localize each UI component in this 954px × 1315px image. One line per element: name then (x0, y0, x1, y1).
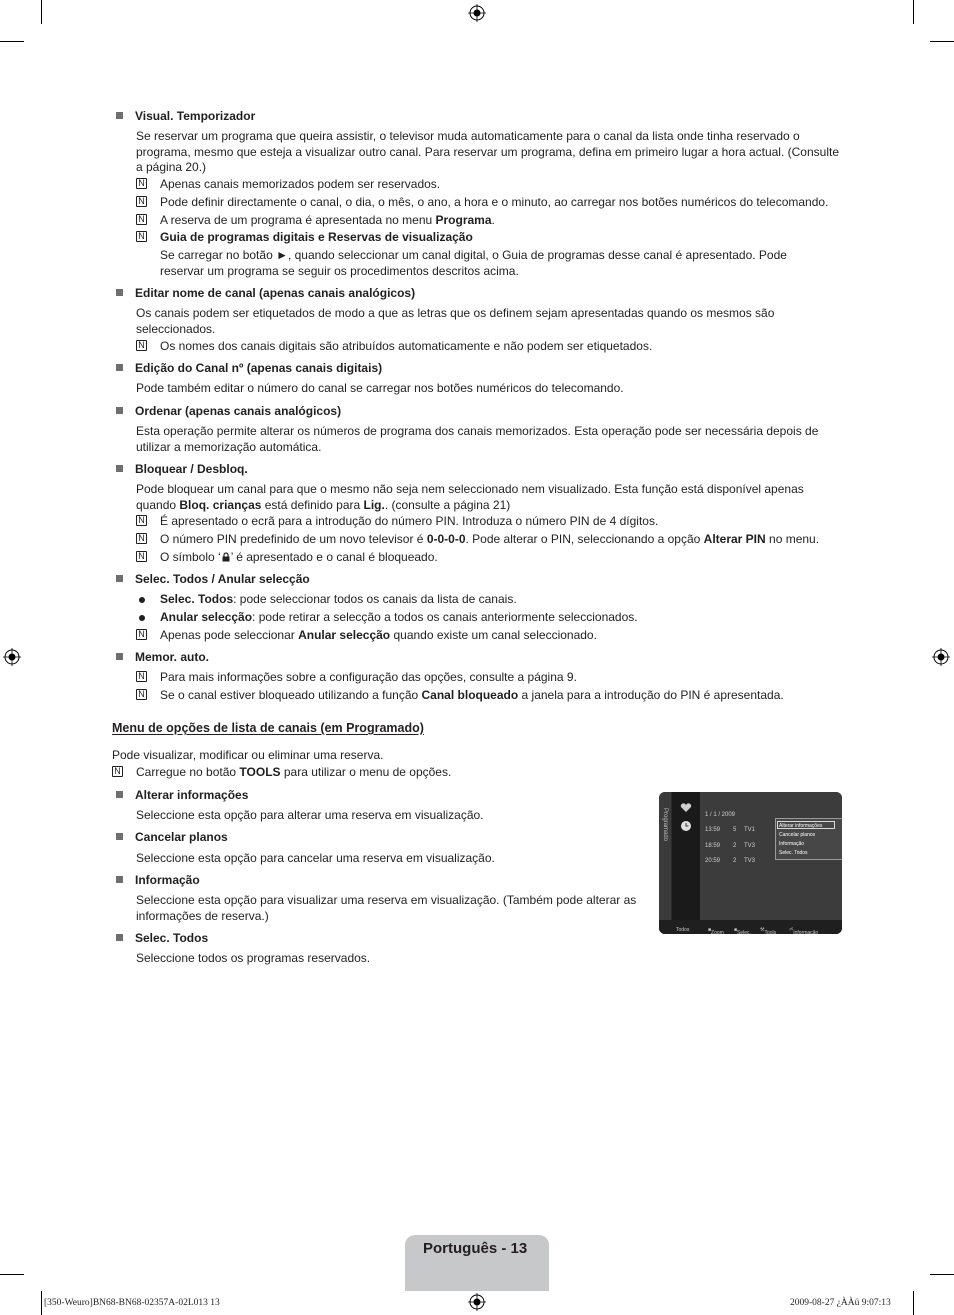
section-heading: Edição do Canal nº (apenas canais digitais) (116, 361, 382, 377)
section-paragraph: Os canais podem ser etiquetados de modo a que as letras que os definem sejam apresentadas quando os mesmos são seleccionados. (136, 306, 775, 336)
square-bullet-icon (116, 653, 123, 660)
note-icon: N (136, 214, 147, 225)
square-bullet-icon (116, 407, 123, 414)
crop-mark (0, 41, 24, 42)
menu-intro: Pode visualizar, modificar ou eliminar uma reserva. (112, 748, 384, 762)
section-paragraph: Se reservar um programa que queira assistir, o televisor muda automaticamente para o canal da lista onde tinha reservado o programa, mesmo que esteja a visualizar outro canal. Para reservar um programa, defina em primeiro lugar a hora actual. (Consulte a página 20.) (136, 129, 839, 174)
section-paragraph: Pode também editar o número do canal se carregar nos botões numéricos do telecomando. (136, 381, 624, 395)
note-icon: N (136, 689, 147, 700)
page-number-tab: Português - 13 (405, 1235, 549, 1291)
square-bullet-icon (116, 112, 123, 119)
section-heading: Memor. auto. (116, 650, 209, 666)
section-paragraph: Pode bloquear um canal para que o mesmo não seja nem seleccionado nem visualizado. Esta função está disponível apenas quando Bloq. crianças está definido para Lig.. (consulte a página 21) (136, 482, 804, 512)
popup-item-select-all[interactable]: Selec. Todos (779, 850, 808, 856)
note-icon: N (136, 629, 147, 640)
tv-icon-column (672, 792, 700, 920)
tv-bottom-bar: Todos ■ Zoom ■ Selec. ⚒ Tools ⏎ Informação (659, 920, 842, 934)
section-paragraph: Esta operação permite alterar os números de programa dos canais memorizados. Esta operação pode ser necessária depois de utilizar a memorização automática. (136, 424, 819, 454)
registration-mark-icon (3, 648, 21, 666)
menu-item-heading: Alterar informações (116, 788, 248, 804)
tv-date: 1 / 1 / 2009 (705, 812, 736, 818)
square-bullet-icon (116, 876, 123, 883)
note-icon: N (136, 533, 147, 544)
crop-mark (930, 41, 954, 42)
registration-mark-icon (468, 1293, 486, 1311)
square-bullet-icon (116, 575, 123, 582)
square-bullet-icon (116, 465, 123, 472)
crop-mark (41, 0, 42, 24)
popup-selection-highlight (777, 821, 835, 829)
square-bullet-icon (116, 289, 123, 296)
note-icon: N (136, 551, 147, 562)
menu-item-paragraph: Seleccione esta opção para visualizar uma reserva em visualização. (Também pode alterar as informações de reserva.) (136, 893, 637, 923)
note-icon: N (136, 671, 147, 682)
tv-side-panel: Programado (659, 792, 671, 920)
bullet-dot-icon (139, 597, 145, 603)
tv-schedule-row[interactable]: 20:59 2 TV3 (705, 858, 756, 864)
menu-item-heading: Cancelar planos (116, 830, 228, 846)
square-bullet-icon (116, 364, 123, 371)
menu-section-title: Menu de opções de lista de canais (em Programado) (112, 721, 424, 735)
square-bullet-icon (116, 833, 123, 840)
menu-item-paragraph: Seleccione todos os programas reservados. (136, 951, 371, 965)
popup-item-info[interactable]: Informação (779, 841, 805, 847)
menu-item-heading: Informação (116, 873, 200, 889)
crop-mark (0, 1274, 24, 1275)
note-icon: N (136, 196, 147, 207)
note-icon: N (112, 766, 123, 777)
section-heading: Visual. Temporizador (116, 109, 255, 125)
tv-schedule-row[interactable]: 18:59 2 TV3 (705, 843, 756, 849)
crop-mark (913, 0, 914, 24)
note-icon: N (136, 178, 147, 189)
note-paragraph: Se carregar no botão ►, quando seleccionar um canal digital, o Guia de programas desse canal é apresentado. Pode reservar um programa se seguir os procedimentos descritos acima. (160, 248, 787, 278)
note-icon: N (136, 515, 147, 526)
heart-icon (680, 803, 692, 813)
note-icon: N (136, 231, 147, 242)
section-heading: Ordenar (apenas canais analógicos) (116, 404, 341, 420)
square-bullet-icon (116, 791, 123, 798)
menu-item-heading: Selec. Todos (116, 931, 208, 947)
footer-timestamp: 2009-08-27 ¿ÀÀü 9:07:13 (790, 1298, 891, 1308)
tv-screenshot (659, 792, 842, 934)
popup-item-cancel[interactable]: Cancelar planos (779, 832, 816, 838)
section-heading: Selec. Todos / Anular selecção (116, 572, 310, 588)
note-icon: N (136, 340, 147, 351)
menu-item-paragraph: Seleccione esta opção para alterar uma reserva em visualização. (136, 808, 484, 822)
bullet-dot-icon (139, 615, 145, 621)
crop-mark (930, 1274, 954, 1275)
clock-icon (680, 820, 692, 832)
section-heading: Editar nome de canal (apenas canais analógicos) (116, 286, 415, 302)
lock-icon (221, 552, 231, 562)
crop-mark (41, 1291, 42, 1315)
section-heading: Bloquear / Desbloq. (116, 462, 248, 478)
tv-schedule-row[interactable]: 13:59 5 TV1 (705, 827, 756, 833)
crop-mark (913, 1291, 914, 1315)
footer-file-info: [350-Weuro]BN68-BN68-02357A-02L013 13 (44, 1298, 220, 1308)
menu-item-paragraph: Seleccione esta opção para cancelar uma reserva em visualização. (136, 851, 495, 865)
popup-item-alter[interactable]: Alterar informações (779, 823, 823, 829)
registration-mark-icon (932, 648, 950, 666)
registration-mark-icon (468, 4, 486, 22)
square-bullet-icon (116, 934, 123, 941)
